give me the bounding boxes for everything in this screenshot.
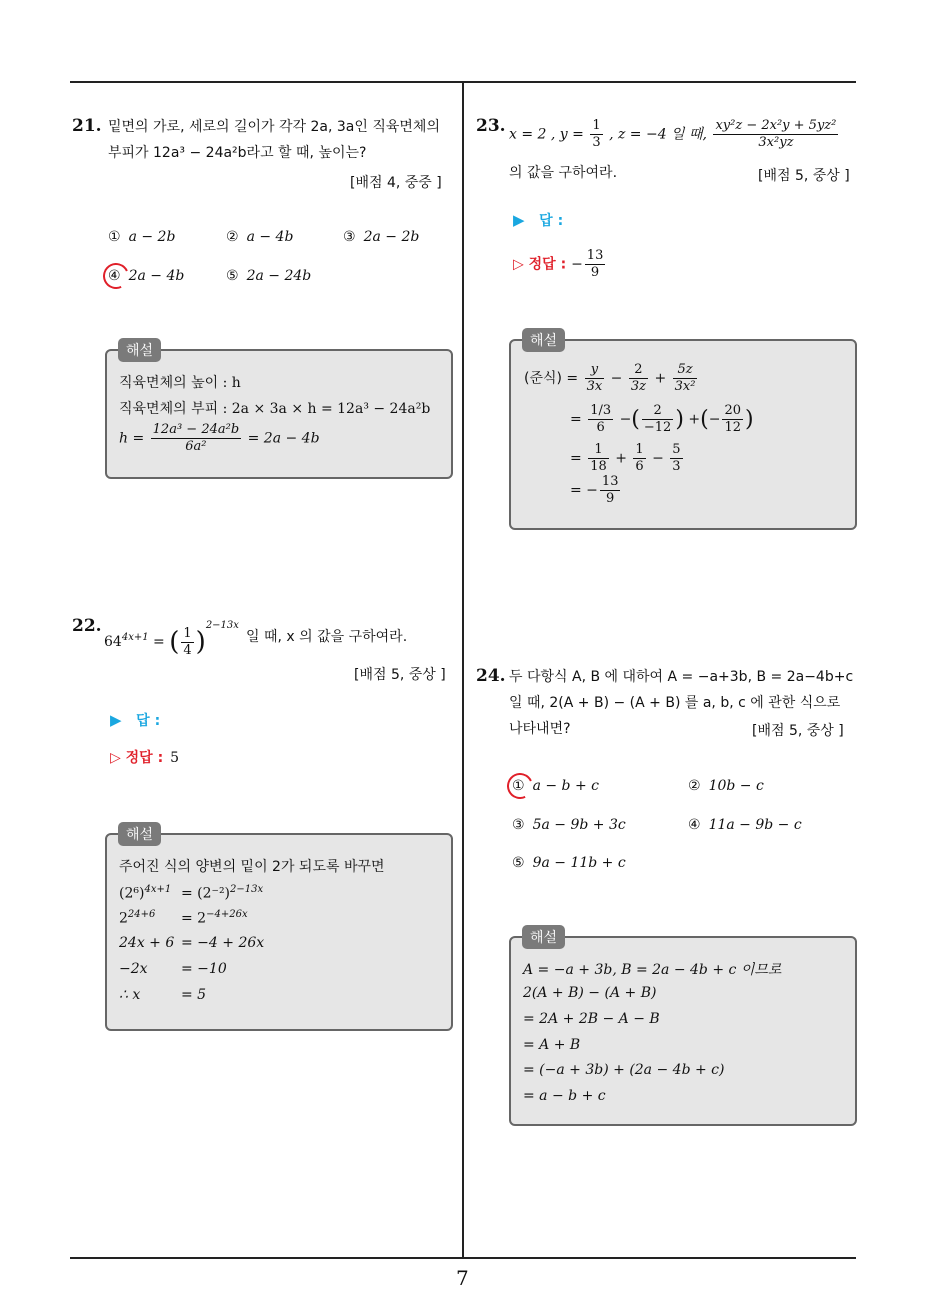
answer-line-23[interactable]: ▶ 답 : [513,211,564,229]
solution-23-row4: = − $\frac{13}{9}$ [570,474,619,506]
solution-21-line2: 직육면체의 부피 : 2a × 3a × h = 12a³ − 24a²b [119,401,431,417]
answer-line-22[interactable]: ▶ 답 : [110,711,161,729]
question-24-score: [배점 5, 중상 ] [752,723,844,739]
choice-21-5[interactable]: ⑤ 2a − 24b [226,268,312,284]
question-22-equation: $64^{4x+1}$ = ( $\frac{1}{4}$ )$^{2-13x}$ [104,620,239,658]
question-22-score: [배점 5, 중상 ] [354,667,446,683]
solution-21-line3: h = $\frac{\text{12a³ − 24a²b}}{\text{6a²}}$ = 2a − 4b [119,422,320,454]
solution-22-row2: $2^{24+6}$ = $2^{-4+26x}$ [119,909,248,927]
bottom-rule [70,1257,856,1259]
question-21-line2: 부피가 12a³ − 24a²b라고 할 때, 높이는? [108,145,367,161]
question-22-text: 일 때, x 의 값을 구하여라. [246,629,408,645]
solution-22-row3: 24x + 6 = −4 + 26x [119,935,265,951]
correct-answer-22: ▷ 정답 : 5 [110,750,179,766]
solution-23-row2: = $\frac{1/3}{6}$ −( $\frac{2}{-12}$ ) +(− $\frac{20}{12}$ ) [570,403,754,435]
solution-22-row1: $(2^6)^{4x+1}$ = $(2^{-2})^{2-13x}$ [119,884,264,902]
solution-24-line5: = (−a + 3b) + (2a − 4b + c) [523,1062,725,1078]
choice-21-4[interactable]: ④ 2a − 4b [108,268,185,284]
solution-tag-21: 해설 [118,338,161,362]
outline-triangle-icon: ▷ [110,750,121,766]
solution-24-line3: = 2A + 2B − A − B [523,1011,660,1027]
solution-22-row5: ∴ x = 5 [119,987,207,1003]
question-number-22: 22. [72,616,102,636]
solution-24-line6: = a − b + c [523,1088,606,1104]
choice-21-3[interactable]: ③ 2a − 2b [343,229,420,245]
answer-mark-21 [99,259,132,292]
answer-mark-24 [503,769,536,802]
solution-24-line1: A = −a + 3b, B = 2a − 4b + c 이므로 [523,962,782,978]
question-21-score: [배점 4, 중중 ] [350,175,442,191]
choice-21-2[interactable]: ② a − 4b [226,229,294,245]
column-divider [462,81,464,1259]
question-number-21: 21. [72,116,102,136]
play-icon: ▶ [513,211,525,229]
solution-23-row3: = $\frac{1}{18}$ + $\frac{1}{6}$ − $\frac{5}{3}$ [570,442,681,474]
solution-22-row4: −2x = −10 [119,961,227,977]
solution-tag-22: 해설 [118,822,161,846]
choice-24-2[interactable]: ② 10b − c [688,778,764,794]
solution-tag-23: 해설 [522,328,565,352]
choice-24-3[interactable]: ③ 5a − 9b + 3c [512,817,626,833]
solution-21-line1: 직육면체의 높이 : h [119,375,241,391]
solution-tag-24: 해설 [522,925,565,949]
choice-21-1[interactable]: ① a − 2b [108,229,176,245]
play-icon: ▶ [110,711,122,729]
solution-24-line2: 2(A + B) − (A + B) [523,985,657,1001]
question-24-line1: 두 다항식 A, B 에 대하여 A = −a+3b, B = 2a−4b+c [509,669,854,685]
question-number-24: 24. [476,666,506,686]
solution-23-row1: (준식) = $\frac{y}{3x}$ − $\frac{2}{3z}$ + $\frac{5z}{\text{3x²}}$ [524,362,696,394]
question-24-line3: 나타내면? [509,721,571,737]
question-24-line2: 일 때, 2(A + B) − (A + B) 를 a, b, c 에 관한 식으로 [509,695,841,711]
choice-24-4[interactable]: ④ 11a − 9b − c [688,817,802,833]
solution-22-intro: 주어진 식의 양변의 밑이 2가 되도록 바꾸면 [119,859,385,875]
choice-24-5[interactable]: ⑤ 9a − 11b + c [512,855,626,871]
correct-answer-23: ▷ 정답 : − $\frac{13}{9}$ [513,248,604,280]
solution-24-line4: = A + B [523,1037,581,1053]
page-number: 7 [456,1266,469,1290]
question-23-line2: 의 값을 구하여라. [509,165,618,181]
question-21-line1: 밑면의 가로, 세로의 길이가 각각 2a, 3a인 직육면체의 [108,119,440,135]
outline-triangle-icon: ▷ [513,256,524,273]
question-23-score: [배점 5, 중상 ] [758,168,850,184]
question-23-condition: x = 2 , y = $\frac{1}{3}$ , z = −4 일 때, $\frac{\text{xy²z − 2x²y + 5yz²}}{\text{3x²yz}}$ [509,118,837,150]
question-number-23: 23. [476,116,506,136]
choice-24-1[interactable]: ① a − b + c [512,778,599,794]
